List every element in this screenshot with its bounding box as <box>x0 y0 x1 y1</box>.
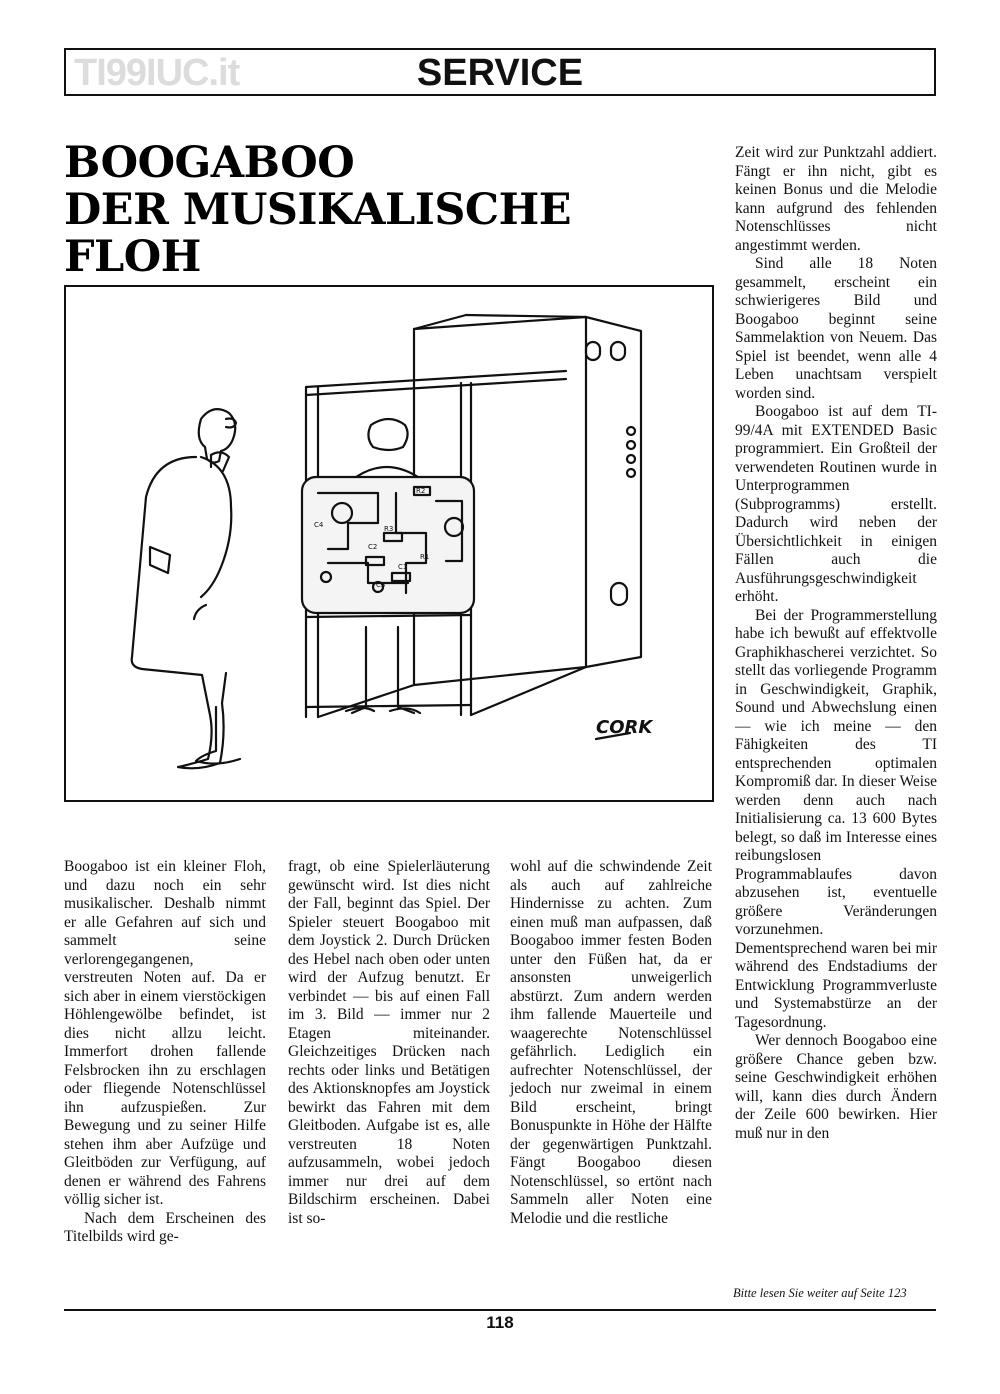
title-line-2: DER MUSIKALISCHE <box>64 185 572 235</box>
article-title <box>64 140 684 281</box>
cartoon-drawing <box>66 287 712 800</box>
board-label: C2 <box>368 543 378 551</box>
section-header <box>64 48 936 96</box>
paragraph: Wer dennoch Boogaboo eine größere Chance geben bzw. seine Geschwindigkeit erhöhen will, kann dies durch Ändern der Zeile 600 bewirken. Hier muß nur in den <box>735 1032 937 1142</box>
paragraph: Zeit wird zur Punktzahl addiert. Fängt er ihn nicht, gibt es keinen Bonus und die Melodie kann aufgrund des fehlenden Notenschlüsses nicht angestimmt werden. <box>735 144 937 254</box>
continuation-note: Bitte lesen Sie weiter auf Seite 123 <box>733 1286 907 1300</box>
paragraph: Boogaboo ist auf dem TI-99/4A mit EXTENDED Basic programmiert. Ein Großteil der verwendeten Routinen wurde in Unterprogrammen (Subprogramms) erstellt. Dadurch wird neben der Übersichtlichkeit in einigen Fällen auch die Ausführungsgeschwindigkeit erhöht. <box>735 403 937 605</box>
paragraph: Nach dem Erscheinen des Titelbilds wird ge- <box>64 1209 266 1245</box>
text-column-2 <box>288 858 490 1228</box>
paragraph: Bei der Programmerstellung habe ich bewußt auf effektvolle Graphikhascherei verzichtet. So stellt das vorliegende Programm in Geschwindigkeit, Graphik, Sound und Abwechslung einen — wie ich meine — den Fähigkeiten des TI entsprechenden optimalen Kompromiß dar. In dieser Weise werden denn auch nach Initialisierung ca. 13 600 Bytes belegt, so daß im Interesse eines reibungslosen Programmablaufes davon abzusehen ist, eventuelle größere Veränderungen vorzunehmen. Dementsprechend waren bei mir während des Endstadiums der Entwicklung Programmverluste und Systemabstürze an der Tagesordnung. <box>735 606 937 1031</box>
text-column-3 <box>510 858 712 1228</box>
board-label: C1 <box>398 563 408 571</box>
watermark: TI99IUC.it <box>74 52 240 94</box>
page-number: 118 <box>486 1313 514 1332</box>
paragraph: Boogaboo ist ein kleiner Floh, und dazu noch ein sehr musikalischer. Deshalb nimmt er alle Gefahren auf sich und sammelt seine verlorengegangenen, verstreuten Noten auf. Da er sich aber in einem vierstöckigen Höhlengewölbe befindet, ist dies nicht allzu leicht. Immerfort drohen fallende Felsbrocken ihn zu erschlagen oder fliegende Notenschlüssel ihn aufzuspießen. Zur Bewegung und zu seiner Hilfe stehen ihm aber Aufzüge und Gleitböden zur Verfügung, auf denen er während des Fahrens völlig sicher ist. <box>64 858 266 1208</box>
board-label: R3 <box>384 525 394 533</box>
section-title: SERVICE <box>416 52 584 94</box>
cartoonist-signature: CORK <box>596 717 653 738</box>
paragraph: Sind alle 18 Noten gesammelt, erscheint ein schwierigeres Bild und Boogaboo beginnt seine Sammelaktion von Neuem. Das Spiel ist beendet, wenn alle 4 Leben unachtsam verspielt worden sind. <box>735 255 937 402</box>
board-label: R1 <box>420 553 430 561</box>
footer-rule <box>64 1309 936 1311</box>
title-line-1: BOOGABOO <box>64 138 355 188</box>
board-label: R2 <box>416 487 426 495</box>
text-column-1 <box>64 858 266 1247</box>
scientist-figure <box>132 409 240 768</box>
board-label: C3 <box>376 581 386 589</box>
board-label: C4 <box>314 521 324 529</box>
cartoon-illustration <box>64 285 714 802</box>
paragraph: wohl auf die schwindende Zeit als auch auf zahlreiche Hindernisse zu achten. Zum einen muß man aufpassen, daß Boogaboo immer festen Boden unter den Füßen hat, da er ansonsten unweigerlich abstürzt. Zum andern werden ihm fallende Mauerteile und waagerechte Notenschlüssel gefährlich. Lediglich ein aufrechter Notenschlüssel, der jedoch nur zweimal in einem Bild erscheint, bringt Bonuspunkte in Höhe der Hälfte der gegenwärtigen Punktzahl. Fängt Boogaboo diesen Notenschlüssel, so ertönt nach Sammeln aller Noten eine Melodie und die restliche <box>510 858 712 1227</box>
title-line-3: FLOH <box>64 232 201 282</box>
paragraph: fragt, ob eine Spielerläuterung gewünscht wird. Ist dies nicht der Fall, beginnt das Spiel. Der Spieler steuert Boogaboo mit dem Joystick 2. Durch Drücken des Hebel nach oben oder unten wird der Aufzug benutzt. Er verbindet — bis auf einen Fall im 3. Bild — immer nur 2 Etagen miteinander. Gleichzeitiges Drücken nach rechts oder links und Betätigen des Aktionsknopfes am Joystick bewirkt das Fahren mit dem Gleitboden. Aufgabe ist es, alle verstreuten 18 Noten aufzusammeln, wobei jedoch immer nur drei auf dem Bildschirm erscheinen. Dabei ist so- <box>288 858 490 1227</box>
text-column-4 <box>735 144 937 1143</box>
circuit-board <box>302 477 474 613</box>
